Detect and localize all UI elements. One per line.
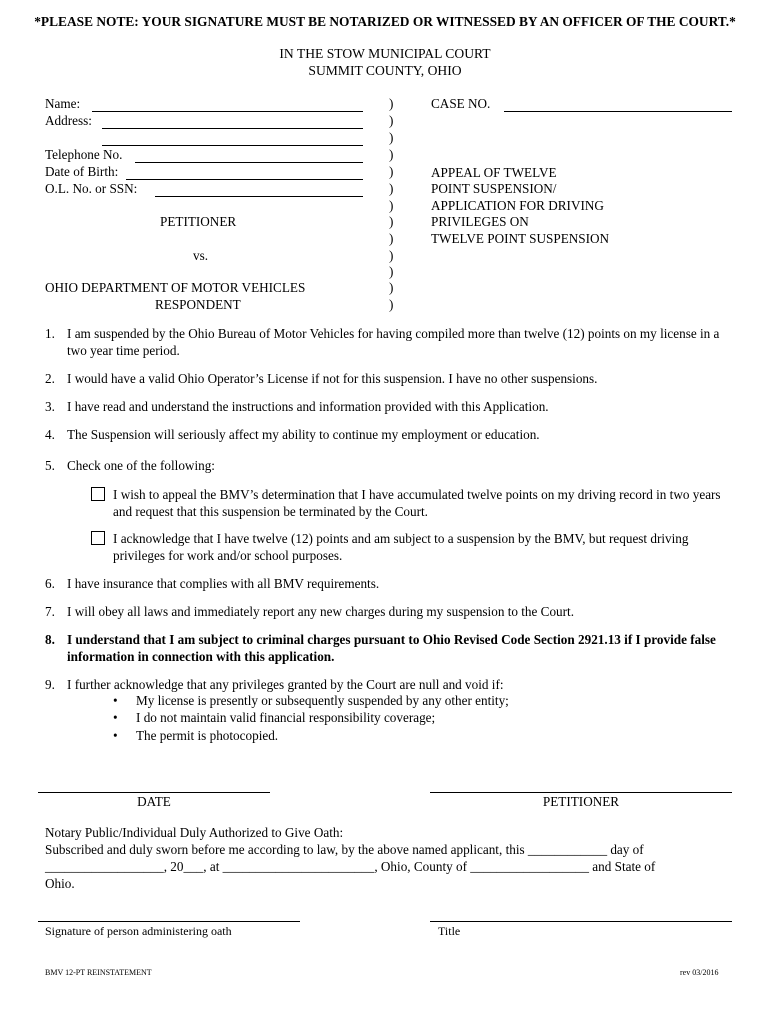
bullet-icon: • (113, 728, 118, 743)
item-text: I will obey all laws and immediately report any new charges during my suspension to the Court. (67, 604, 575, 619)
ol-ssn-field[interactable] (155, 196, 363, 197)
item-text: Check one of the following: (67, 458, 215, 473)
revision-date: rev 03/2016 (680, 968, 719, 977)
caption-paren: ) (389, 198, 394, 213)
address-field-line2[interactable] (102, 145, 363, 146)
case-title-line: TWELVE POINT SUSPENSION (431, 231, 610, 246)
telephone-label: Telephone No. (45, 147, 123, 162)
respondent-caption: RESPONDENT (155, 297, 241, 312)
caption-paren: ) (389, 113, 394, 128)
name-label: Name: (45, 96, 81, 111)
condition-bullet: The permit is photocopied. (136, 728, 279, 743)
item-number: 8. (45, 632, 55, 647)
condition-bullet: I do not maintain valid financial responsibility coverage; (136, 710, 436, 725)
appeal-option-text: I wish to appeal the BMV’s determination that I have accumulated twelve points on my driving record in two years and request that this suspension be terminated by the Court. (113, 487, 721, 519)
address-field[interactable] (102, 128, 363, 129)
caption-paren: ) (389, 231, 394, 246)
notary-oath-line2: __________________, 20___, at _______________________, Ohio, County of __________________ and State of (45, 859, 656, 874)
condition-bullet: My license is presently or subsequently suspended by any other entity; (136, 693, 509, 708)
item-text: I further acknowledge that any privileges granted by the Court are null and void if: (67, 677, 504, 692)
item-number: 2. (45, 371, 55, 386)
item-text: I have read and understand the instructions and information provided with this Application. (67, 399, 549, 414)
caption-paren: ) (389, 280, 394, 295)
caption-paren: ) (389, 181, 394, 196)
bullet-icon: • (113, 710, 118, 725)
title-line[interactable] (430, 921, 732, 922)
petitioner-signature-label: PETITIONER (542, 794, 620, 809)
privileges-checkbox[interactable] (91, 531, 105, 545)
case-no-label: CASE NO. (431, 96, 491, 111)
case-title-line: PRIVILEGES ON (431, 214, 529, 229)
item-text: I am suspended by the Ohio Bureau of Motor Vehicles for having compiled more than twelve (12) points on my license in a two year time period. (67, 326, 720, 358)
caption-paren: ) (389, 214, 394, 229)
caption-paren: ) (389, 147, 394, 162)
date-label: DATE (137, 794, 171, 809)
dob-field[interactable] (126, 179, 363, 180)
caption-paren: ) (389, 96, 394, 111)
item-text: I would have a valid Ohio Operator’s License if not for this suspension. I have no other suspensions. (67, 371, 598, 386)
court-name: IN THE STOW MUNICIPAL COURT (279, 46, 491, 61)
case-title-line: POINT SUSPENSION/ (431, 181, 557, 196)
caption-paren: ) (389, 297, 394, 312)
case-title-line: APPEAL OF TWELVE (431, 165, 557, 180)
bullet-icon: • (113, 693, 118, 708)
ol-ssn-label: O.L. No. or SSN: (45, 181, 138, 196)
caption-paren: ) (389, 130, 394, 145)
notary-oath-line3: Ohio. (45, 876, 75, 891)
petitioner-signature-line[interactable] (430, 792, 732, 793)
privileges-option-text: I acknowledge that I have twelve (12) points and am subject to a suspension by the BMV, but request driving privileges for work and/or school purposes. (113, 531, 689, 563)
item-number: 9. (45, 677, 55, 692)
title-label: Title (438, 924, 461, 938)
caption-paren: ) (389, 248, 394, 263)
item-number: 7. (45, 604, 55, 619)
respondent-name: OHIO DEPARTMENT OF MOTOR VEHICLES (45, 280, 306, 295)
dob-label: Date of Birth: (45, 164, 119, 179)
item-number: 6. (45, 576, 55, 591)
name-field[interactable] (92, 111, 363, 112)
date-signature-line[interactable] (38, 792, 270, 793)
court-county: SUMMIT COUNTY, OHIO (308, 63, 462, 78)
caption-paren: ) (389, 164, 394, 179)
case-title-line: APPLICATION FOR DRIVING (431, 198, 604, 213)
form-id: BMV 12-PT REINSTATEMENT (45, 968, 152, 977)
item-number: 3. (45, 399, 55, 414)
item-text: I have insurance that complies with all BMV requirements. (67, 576, 380, 591)
telephone-field[interactable] (135, 162, 363, 163)
administrator-signature-line[interactable] (38, 921, 300, 922)
versus-label: vs. (193, 248, 209, 263)
item-text: I understand that I am subject to criminal charges pursuant to Ohio Revised Code Section 2921.13 if I provide false information in connection with this application. (67, 632, 716, 664)
notary-heading: Notary Public/Individual Duly Authorized to Give Oath: (45, 825, 344, 840)
notary-oath-line1: Subscribed and duly sworn before me according to law, by the above named applicant, this ____________ day of (45, 842, 644, 857)
notarization-notice: *PLEASE NOTE: YOUR SIGNATURE MUST BE NOTARIZED OR WITNESSED BY AN OFFICER OF THE COURT.* (34, 14, 736, 29)
caption-paren: ) (389, 264, 394, 279)
item-number: 4. (45, 427, 55, 442)
administrator-signature-label: Signature of person administering oath (45, 924, 232, 938)
item-number: 1. (45, 326, 55, 341)
appeal-checkbox[interactable] (91, 487, 105, 501)
item-number: 5. (45, 458, 55, 473)
item-text: The Suspension will seriously affect my ability to continue my employment or education. (67, 427, 540, 442)
case-no-field[interactable] (504, 111, 732, 112)
petitioner-caption: PETITIONER (160, 214, 237, 229)
address-label: Address: (45, 113, 92, 128)
